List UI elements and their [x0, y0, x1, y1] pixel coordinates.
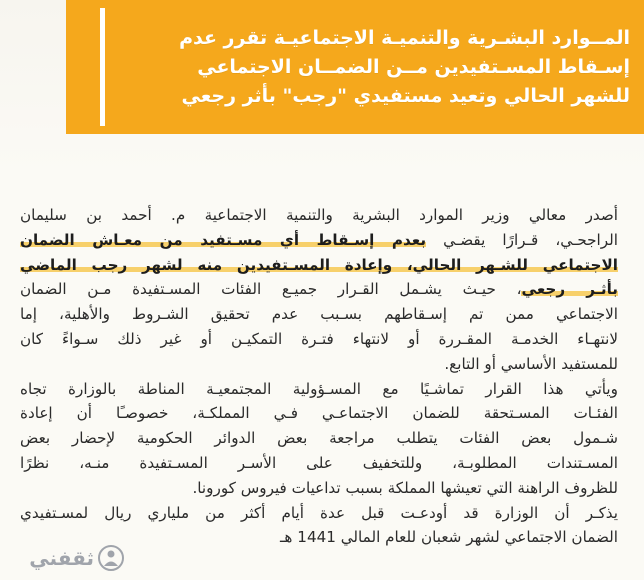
headline-line-3: للشهر الحالي وتعيد مستفيدي "رجب" بأثر رجعي [181, 84, 630, 107]
article-text: لانتهـاء الخدمـة المقـررة أو لانتهاء فتـرة التمكيـن أو غير ذلك سـواءً كان [20, 329, 618, 348]
headline-line-1: المــوارد البشـرية والتنميـة الاجتماعيـة تقرر عدم [179, 26, 630, 49]
article-text: ، حيـث يشـمل القـرار جميـع الفئات المسـتفيدة مـن الضمان [20, 280, 522, 299]
article-text: يذكـر أن الوزارة قد أودعـت قبل عدة أيام أكثر من ملياري ريال لمسـتفيدي [20, 503, 618, 522]
article-text: الفئـات المسـتحقة للضمان الاجتماعـي فـي المملكـة، خصوصـًا أن إعادة [20, 404, 618, 423]
watermark-text: ثقفني [29, 546, 94, 570]
highlighted-text: بأثـر رجعي [521, 280, 618, 299]
headline-banner [66, 0, 644, 134]
article-line [20, 253, 618, 278]
highlighted-text: بعدم إسـقاط أي مسـتفيد من معـاش الضمان [20, 230, 427, 249]
article-line [20, 352, 618, 377]
article-line [20, 277, 618, 302]
article-text: المسـتندات المطلوبـة، وللتخفيف على الأسـر المسـتفيدة منـه، نظرًا [20, 453, 618, 472]
article-line [20, 302, 618, 327]
article-text: الضمان الاجتماعي لشهر شعبان للعام المالي 1441 هـ [279, 528, 618, 547]
headline-frame [100, 8, 630, 126]
article-text: شـمول بعض الفئات يتطلب مراجعة بعض الدوائر الحكومية لإحضار بعض [20, 429, 618, 448]
article-text: الراجحـي، قـرارًا يقضـي [426, 230, 619, 249]
site-watermark [4, 540, 124, 576]
person-emblem-icon [98, 545, 124, 571]
highlighted-text: الاجتماعي للشـهر الحالي، وإعادة المسـتفيدين منه لشهر رجب الماضي [20, 255, 618, 274]
article-text: للظروف الراهنة التي تعيشها المملكة بسبب تداعيات فيروس كورونا. [192, 478, 618, 497]
article-line [20, 377, 618, 402]
article-text: الاجتماعي ممن تم إسـقاطهم بسـبب عدم تحقيق الشـروط والأهلية، إما [20, 305, 618, 324]
article-line [20, 203, 618, 228]
article-text: للمستفيد الأساسي أو التابع. [444, 354, 618, 373]
article-text: أصدر معالي وزير الموارد البشرية والتنمية الاجتماعية م. أحمد بن سليمان [20, 206, 618, 224]
article-line [20, 228, 618, 253]
article-line [20, 501, 618, 526]
article-line [20, 476, 618, 501]
article-line [20, 426, 618, 451]
article-line [20, 401, 618, 426]
article-line [20, 451, 618, 476]
article-body [20, 203, 618, 550]
headline-line-2: إسـقاط المسـتفيدين مــن الضمــان الاجتماعي [197, 55, 630, 78]
article-line [20, 327, 618, 352]
article-text: ويأتي هذا القرار تماشـيًا مع المسـؤولية المجتمعيـة المناطة بالوزارة تجاه [20, 379, 618, 398]
